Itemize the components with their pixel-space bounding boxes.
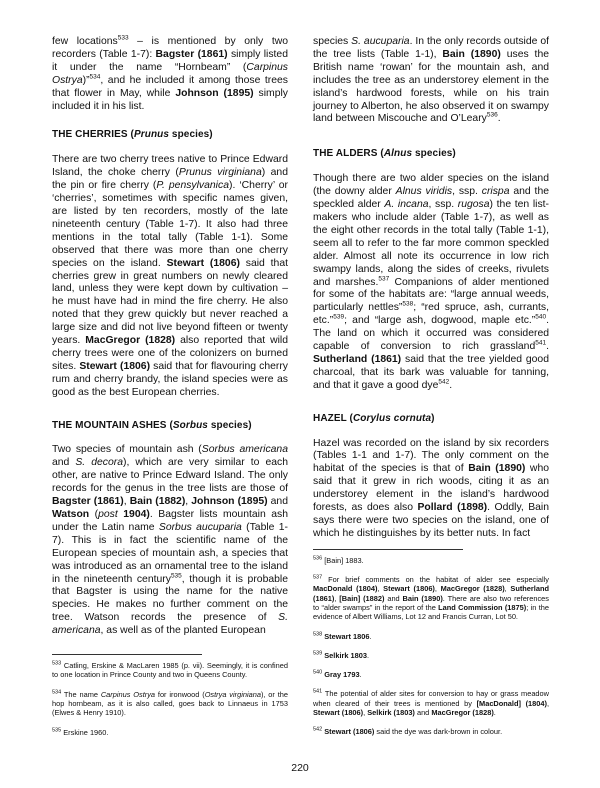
citation: Stewart (1806) <box>166 257 240 269</box>
citation: Stewart (1806) <box>324 727 375 737</box>
text-run: and <box>267 496 288 508</box>
footnote <box>313 689 549 717</box>
heading-mountain-ashes <box>52 420 288 433</box>
text-run: said that the tree yielded good charcoal, that its bark was valuable for tanning, and that it gave a good dye <box>313 353 549 391</box>
heading-hazel <box>313 413 549 426</box>
footnote-rule <box>313 549 463 550</box>
citation: Gray 1793 <box>324 670 360 680</box>
text-run: species) <box>207 419 252 431</box>
footnote-list <box>313 556 549 737</box>
footnote-ref: 536 <box>313 555 323 562</box>
species-name: A. incana <box>384 199 429 211</box>
text-run: , though it is probable that Bagster is using the name for the native species. He makes no further comment on the tree. Watson records the presence of <box>52 573 288 624</box>
citation: Sutherland (1861) <box>313 353 402 365</box>
text-run: ), or the hop hornbeam, as it is also called, goes back to Linnaeus in 1753 (Elwes & Henry 1910). <box>52 689 289 718</box>
species-name: P. pensylvanica <box>156 180 229 192</box>
text-run: )” <box>82 74 90 86</box>
text-run: also reported that wild cherry trees were one of the colonizers on burned sites. <box>52 335 288 372</box>
text-run: species) <box>169 129 213 141</box>
text-run: species) <box>412 148 456 160</box>
text-run: , <box>377 584 384 594</box>
species-name: rugosa <box>457 199 490 211</box>
citation: MacGregor (1828) <box>431 708 494 718</box>
footnote-ref: 535 <box>52 727 62 734</box>
footnotes-right <box>313 549 549 737</box>
footnote-ref: 541 <box>313 689 323 696</box>
text-run: simply included it in his list. <box>52 87 288 112</box>
footnote <box>313 670 549 679</box>
citation: Bagster (1861) <box>155 48 228 60</box>
species-name: S. americana <box>52 612 288 637</box>
citation: MacGregor (1828) <box>440 584 505 594</box>
species-name: Sorbus americana <box>201 444 288 456</box>
footnote-ref: 534 <box>89 73 101 81</box>
text-run: ) and the pin or fire cherry ( <box>52 167 288 192</box>
footnote-ref: 533 <box>52 660 62 667</box>
text-run: said that cherries grew in great numbers on newly cleared land, unless they were kept down by cultivation – he must have had in mind the fire cherry. He also noted that they grew quickly but never reached a large size and did not live beyond fifteen or twenty years. <box>52 257 288 347</box>
text-run: , as well as of the planted European <box>100 625 266 637</box>
citation: Selkirk (1803) <box>367 708 415 718</box>
footnote <box>313 575 549 621</box>
text-run: . There are also two references to “alder swamps” in the report of the <box>313 593 549 612</box>
text-run: species <box>313 36 352 47</box>
species-name: crispa <box>481 186 510 198</box>
text-run: and <box>384 593 403 603</box>
footnote-ref: 534 <box>52 689 62 696</box>
paragraph-mountain-ashes <box>52 444 288 638</box>
citation: Selkirk 1803 <box>324 650 367 660</box>
text-run: ). ‘Cherry’ or ‘cherries’, sometimes with specific names given, are listed by ten recorders, mostly of the late nineteenth century (Table 1-7). It also had three mentions in the total tally (Table 1-1). Some observed that there was more than one cherry species on the island. <box>52 180 289 269</box>
footnote-ref: 535 <box>170 572 182 580</box>
text-run: and the speckled alder <box>313 186 549 211</box>
species-name: Alnus viridis <box>395 186 453 198</box>
page-number: 220 <box>291 762 309 774</box>
text-run: ) <box>431 412 435 424</box>
text-run: , <box>123 496 130 508</box>
text-run: Erskine 1960. <box>61 727 109 737</box>
text-run: Though there are two alder species on the island (the downy alder <box>313 173 549 198</box>
text-run: HAZEL ( <box>313 412 353 424</box>
footnote-ref: 539 <box>333 313 345 321</box>
citation: 1904) <box>123 509 150 520</box>
text-run: . <box>493 708 496 718</box>
text-run: Hazel was recorded on the island by six recorders (Tables 1-1 and 1-7). The only comment on the habitat of the species is that of <box>313 437 549 475</box>
text-run: (Table 1-7). This is in fact the scientific name of the European species of mountain ash, a species that was introduced as an ornamental tree to the island in the nineteenth century <box>52 521 289 585</box>
footnote-ref: 537 <box>313 574 323 581</box>
text-run: , and he included it among those trees that flower in May, while <box>52 74 288 99</box>
citation: MacDonald (1804) <box>313 584 378 594</box>
text-run: said that for flavouring cherry rum and cherry brandy, the island species were as good as the best European cherries. <box>52 360 289 398</box>
species-name: Ostrya virginiana <box>204 689 261 699</box>
text-run: , <box>334 593 340 603</box>
species-name: post <box>98 509 118 520</box>
text-run: ; and “large ash, dogwood, maple etc.” <box>344 315 536 327</box>
paragraph-alders <box>313 173 549 392</box>
paragraph-hazel <box>313 438 549 541</box>
citation: Pollard (1898) <box>417 502 488 514</box>
text-run: . <box>546 341 549 353</box>
footnotes-left <box>52 654 288 737</box>
text-run: ; “red spruce, ash, currants, etc.” <box>313 302 550 327</box>
citation: Johnson (1895) <box>175 87 254 99</box>
citation: Bain (1890) <box>468 463 526 475</box>
text-run: . <box>449 379 453 391</box>
heading-alders <box>313 148 549 161</box>
footnote-ref: 533 <box>117 34 129 42</box>
text-run: For brief comments on the habitat of alder see especially <box>322 575 549 585</box>
text-run: THE ALDERS ( <box>313 148 384 160</box>
footnote-ref: 540 <box>535 313 547 321</box>
citation: Bain (1882) <box>129 496 186 508</box>
text-run: , <box>185 496 192 508</box>
text-run: The potential of alder sites for conversion to hay or grass meadow when cleared of their trees is mentioned by <box>313 689 549 708</box>
paragraph-mountain-ash-continued <box>313 36 549 126</box>
citation: MacGregor (1828) <box>85 335 176 347</box>
text-run: THE CHERRIES ( <box>52 129 134 141</box>
footnote-ref: 542 <box>438 378 450 386</box>
text-run: . Oddly, Bain says there were two species on the island, one of which he distinguishes by its better nuts. In fact <box>313 502 549 539</box>
text-run: There are two cherry trees native to Prince Edward Island, the choke cherry ( <box>52 154 288 179</box>
paragraph-intro <box>52 36 288 113</box>
species-name: Carpinus Ostrya <box>52 61 288 86</box>
citation: Stewart (1806) <box>383 584 435 594</box>
text-run: – is mentioned by only two recorders (Table 1-7): <box>52 36 288 60</box>
species-name: Prunus virginiana <box>178 167 262 179</box>
text-run: , <box>504 584 511 594</box>
text-run: . <box>497 113 501 125</box>
text-run: . In the only records outside of the tree lists (Table 1-1), <box>313 36 550 60</box>
text-run: Catling, Erskine & MacLaren 1985 (p. vii). Seemingly, it is confined to one location in Prince County and two in Queens County. <box>52 661 288 680</box>
text-run: ; in the evidence of Albert Williams, Lot 12 and Francis Curran, Lot 50. <box>313 603 549 622</box>
text-run: and <box>414 708 432 718</box>
citation: [Bain] (1882) <box>339 593 385 603</box>
footnote-ref: 538 <box>402 300 414 308</box>
footnote-ref: 536 <box>486 111 498 119</box>
text-run: said the dye was dark-brown in colour. <box>374 727 503 737</box>
species-name: S. aucuparia <box>351 36 410 47</box>
footnote <box>313 727 549 736</box>
text-run: Two species of mountain ash ( <box>52 444 202 456</box>
citation: Johnson (1895) <box>191 496 268 508</box>
species-name: Sorbus <box>172 419 208 431</box>
text-run: [Bain] 1883. <box>322 555 364 565</box>
text-run: . <box>359 670 362 680</box>
text-run: ( <box>89 509 99 520</box>
footnote <box>313 651 549 660</box>
species-name: Corylus cornuta <box>352 412 432 424</box>
text-run: for ironwood ( <box>155 689 205 699</box>
text-run: , ssp. <box>452 186 482 198</box>
citation: Sutherland (1861) <box>313 584 549 603</box>
footnote-ref: 538 <box>313 631 323 638</box>
species-name: Alnus <box>383 148 413 160</box>
text-run: . Bagster lists mountain ash under the Latin name <box>52 509 288 533</box>
text-run: few locations <box>52 36 118 47</box>
footnote <box>313 556 549 565</box>
citation: Stewart (1806) <box>79 360 151 372</box>
species-name: Sorbus aucuparia <box>158 521 242 533</box>
text-run: and <box>52 457 76 469</box>
right-column <box>313 36 549 747</box>
species-name: Carpinus Ostrya <box>100 689 156 699</box>
text-run: ), which are very similar to each other, are native to Prince Edward Island. The only records for the genus in the tree lists are those of <box>52 457 288 495</box>
text-run: ) the ten list-makers who include alder (Table 1-7), as well as the eight other records in the total tally (Table 1-1), seem all to refer to the far more common speckled alder. Almost all note its occurrence in low rich swampy lands, along the sides of creeks, rivulets and marshes. <box>313 199 550 288</box>
footnote <box>52 728 288 737</box>
species-name: S. decora <box>75 457 123 469</box>
footnote-ref: 542 <box>313 726 323 733</box>
species-name: Prunus <box>133 129 170 141</box>
text-run: , <box>434 584 441 594</box>
paragraph-cherries <box>52 154 288 399</box>
citation: Bagster (1861) <box>52 496 124 508</box>
text-run: . <box>367 650 370 660</box>
text-run: uses the British name ‘rowan’ for the mountain ash, and includes the tree as an understorey element in the island’s hardwood forests, while on his train journey to Alberton, he also observed it on swampy land between Miscouche and O’Leary <box>313 48 550 125</box>
citation: Stewart (1806) <box>313 708 364 718</box>
citation: Land Commission (1875) <box>438 603 527 612</box>
citation: Stewart 1806 <box>324 631 370 641</box>
footnote-ref: 537 <box>378 275 390 283</box>
citation: Bain (1890) <box>442 48 501 60</box>
footnote-rule <box>52 654 202 655</box>
footnote <box>52 661 288 680</box>
text-run: Companions of alder mentioned for some of the habitats are: “large annual weeds, particularly nettles” <box>313 276 549 314</box>
citation: [MacDonald] (1804) <box>476 698 547 708</box>
footnote-ref: 540 <box>313 669 323 676</box>
heading-cherries <box>52 129 288 142</box>
text-run: . <box>369 631 372 641</box>
text-run: THE MOUNTAIN ASHES ( <box>52 419 173 431</box>
footnote-list <box>52 661 288 737</box>
footnote <box>52 690 288 718</box>
text-run: , <box>546 698 549 708</box>
text-run: . The land on which it occurred was considered capable of conversion to rich grassland <box>313 315 549 353</box>
citation: Bain (1890) <box>402 593 443 603</box>
footnote <box>313 632 549 641</box>
citation: Watson <box>52 509 90 520</box>
footnote-ref: 539 <box>313 650 323 657</box>
text-run: The name <box>61 689 101 699</box>
text-run: who said that it grew in rich woods, citing it as an understorey element in the island’s hardwood forests, as does also <box>313 463 549 514</box>
footnote-ref: 541 <box>535 339 547 347</box>
left-column <box>52 36 288 747</box>
text-run: , <box>363 708 368 718</box>
text-run: , ssp. <box>428 199 458 211</box>
text-run: simply listed it under the name “Hornbeam” ( <box>52 48 288 73</box>
